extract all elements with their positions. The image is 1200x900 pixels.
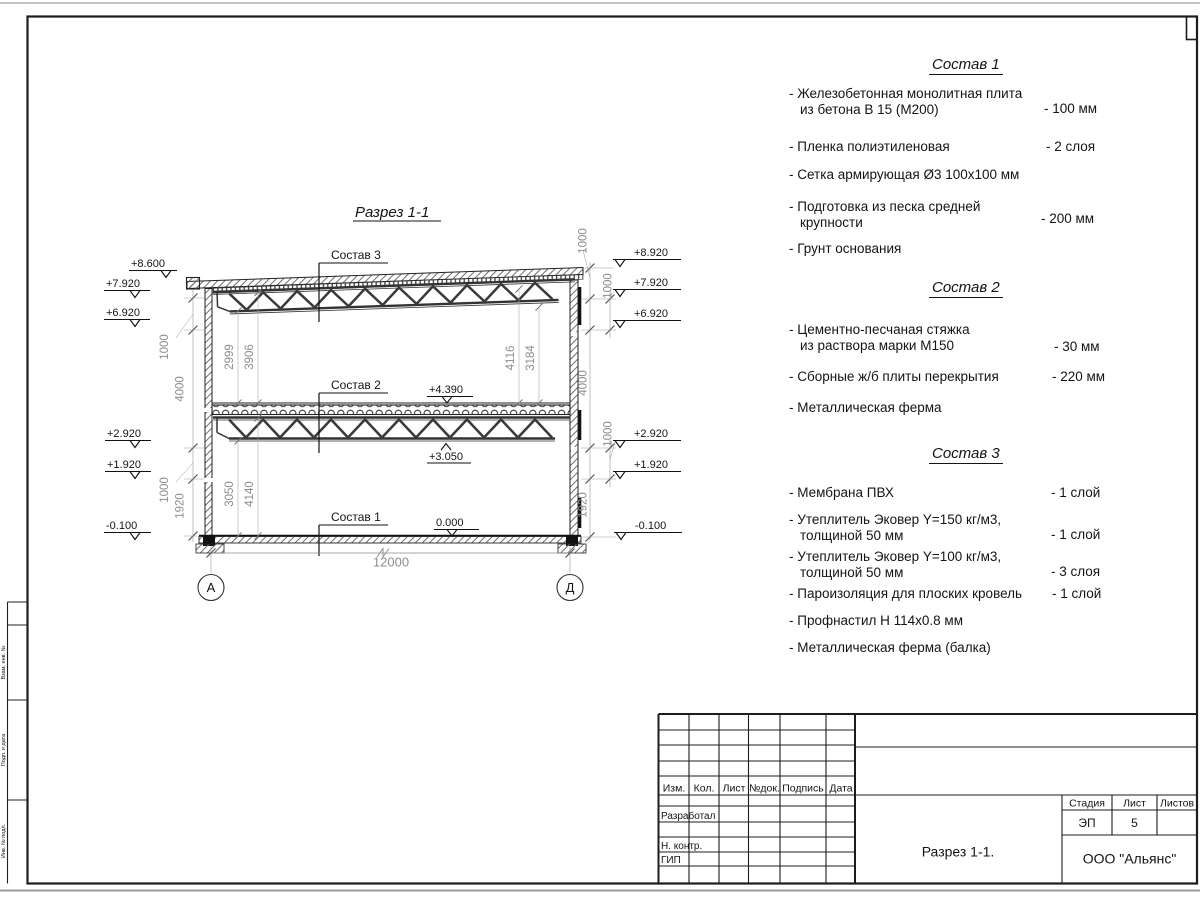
dim-label: 3050	[224, 481, 236, 507]
dim-label: 1920	[174, 493, 187, 519]
dim-label: 4000	[174, 376, 187, 402]
composition-item	[789, 199, 980, 230]
item-text: - Металлическая ферма (балка)	[789, 640, 991, 655]
tb-row-label: Разработал	[661, 811, 716, 822]
page-edges	[0, 3, 1200, 891]
item-text: из раствора марки М150	[800, 337, 954, 353]
tb-stage-value: ЭП	[1078, 816, 1096, 830]
elevation-label: +6.920	[634, 308, 668, 320]
elevation-label: +1.920	[634, 459, 668, 471]
item-text: - Сетка армирующая Ø3 100х100 мм	[789, 167, 1020, 182]
dim-label: 1000	[602, 421, 615, 447]
level-label: 0.000	[436, 517, 464, 529]
elevation-label: +7.920	[106, 278, 140, 290]
axis-label: А	[206, 580, 216, 595]
level-arrow-icon	[441, 444, 451, 451]
tb-col-header: Изм.	[662, 782, 686, 795]
item-text: - Сборные ж/б плиты перекрытия	[789, 369, 999, 384]
level-mark-4390	[427, 384, 473, 403]
title-block	[659, 714, 1198, 884]
dim-label: 1000	[159, 477, 171, 503]
callout-label: Состав 1	[331, 510, 381, 524]
span-dimension	[207, 546, 575, 573]
margin-label: Взам. инв. №	[1, 645, 7, 680]
item-text: - Профнастил Н 114х0.8 мм	[789, 613, 963, 628]
callout-sostav2	[319, 378, 388, 453]
composition-3-title: Состав 3	[929, 445, 1003, 464]
item-value: - 2 слоя	[1046, 139, 1096, 154]
tb-col-header: Лист	[722, 782, 746, 795]
tb-sheets-header: Листов	[1159, 797, 1195, 810]
tb-row-label: Н. контр.	[661, 841, 703, 852]
item-value: - 1 слой	[1051, 527, 1101, 542]
dim-label: 4000	[577, 370, 590, 396]
tb-sheet-header: Лист	[1123, 797, 1146, 810]
elevation-label: +2.920	[107, 428, 141, 440]
dim-label: 3906	[244, 344, 256, 370]
elevation-label: +1.920	[107, 459, 141, 471]
tb-doc-title: Разрез 1-1.	[921, 843, 995, 860]
callout-label: Состав 3	[331, 248, 381, 262]
dim-label: 1920	[577, 492, 590, 518]
item-value: - 3 слоя	[1051, 564, 1101, 579]
dim-label: 4116	[505, 345, 517, 371]
elevation-label: +8.600	[131, 258, 165, 270]
elevation-label: +8.920	[634, 247, 668, 259]
dim-chain-left	[159, 290, 204, 542]
composition-item	[789, 613, 963, 629]
dim-label: 1000	[159, 334, 171, 360]
margin-label: Инв. № подл.	[1, 823, 7, 859]
ground-floor	[196, 536, 586, 554]
elevation-label: -0.100	[635, 520, 667, 532]
axis-label: Д	[565, 580, 575, 595]
item-text: - Пароизоляция для плоских кровель	[789, 586, 1023, 601]
item-text: - Подготовка из песка средней	[789, 199, 981, 214]
item-text: - Грунт основания	[789, 241, 902, 256]
item-text: - Утеплитель Эковер Y=150 кг/м3,	[789, 512, 1002, 527]
composition-item	[789, 369, 999, 385]
tb-col-header: Кол.	[693, 782, 715, 795]
composition-item	[789, 139, 950, 155]
tb-col-header: Дата	[829, 782, 853, 795]
level-label: +4.390	[429, 384, 463, 396]
elevation-label: +7.920	[634, 277, 668, 289]
dim-label: 3184	[525, 345, 537, 371]
composition-item	[789, 86, 1022, 117]
roof-edge-cap	[187, 278, 200, 290]
dim-label: 4140	[244, 481, 256, 507]
mid-truss	[213, 418, 570, 442]
item-value: - 200 мм	[1041, 211, 1095, 226]
item-value: - 100 мм	[1044, 101, 1098, 116]
composition-item	[789, 512, 1001, 543]
axis-bubble-a	[198, 575, 224, 601]
item-value: - 1 слой	[1052, 586, 1102, 601]
level-label: +3.050	[429, 451, 463, 463]
elevation-label: -0.100	[106, 520, 138, 532]
axis-bubble-d	[557, 575, 583, 601]
tb-col-header: №док.	[749, 782, 780, 795]
level-mark-3050	[427, 444, 471, 464]
elevations-right	[613, 247, 682, 540]
item-text: толщиной 50 мм	[800, 527, 904, 543]
composition-item	[789, 322, 970, 353]
floor-slab-mid	[212, 403, 570, 415]
composition-item	[789, 485, 894, 501]
composition-2-title: Состав 2	[929, 279, 1003, 298]
margin-label: Подп. и дата	[1, 733, 7, 767]
item-text: - Мембрана ПВХ	[789, 485, 894, 500]
composition-item	[789, 586, 1022, 602]
margin-strip	[1, 602, 28, 884]
section-view	[104, 204, 682, 601]
dim-label: 1000	[577, 228, 590, 254]
view-title: Разрез 1-1	[355, 204, 430, 221]
item-text: толщиной 50 мм	[800, 564, 904, 580]
item-text: крупности	[800, 214, 863, 230]
item-text: - Утеплитель Эковер Y=100 кг/м3,	[789, 549, 1002, 564]
elevation-label: +2.920	[634, 428, 668, 440]
composition-1-title: Состав 1	[929, 56, 1003, 75]
composition-item	[789, 640, 991, 656]
composition-item	[789, 549, 1001, 580]
item-text: из бетона В 15 (М200)	[800, 101, 939, 117]
composition-item	[789, 400, 942, 416]
dim-label: 2999	[224, 344, 236, 370]
item-value: - 220 мм	[1052, 369, 1106, 384]
callout-label: Состав 2	[331, 378, 381, 392]
tb-row-label: ГИП	[661, 855, 681, 866]
composition-item	[789, 167, 1019, 183]
span-label: 12000	[372, 554, 410, 570]
callout-sostav1	[319, 510, 388, 556]
format-box	[1187, 17, 1198, 40]
level-arrow-icon	[442, 397, 452, 404]
item-text: - Цементно-песчаная стяжка	[789, 322, 970, 337]
item-text: - Пленка полиэтиленовая	[789, 139, 950, 154]
composition-item	[789, 241, 901, 257]
tb-sheet-value: 5	[1131, 816, 1138, 830]
tb-col-header: Подпись	[782, 782, 824, 795]
dim-label: 1000	[602, 273, 615, 299]
item-value: - 1 слой	[1051, 485, 1101, 500]
item-text: - Металлическая ферма	[789, 400, 942, 415]
level-mark-0000	[434, 517, 479, 536]
sheet-frame	[28, 17, 1198, 884]
tb-stage-header: Стадия	[1069, 797, 1105, 810]
item-value: - 30 мм	[1054, 339, 1100, 354]
item-text: - Железобетонная монолитная плита	[789, 86, 1023, 101]
elevation-label: +6.920	[106, 307, 140, 319]
tb-company: ООО "Альянс"	[1082, 850, 1177, 867]
